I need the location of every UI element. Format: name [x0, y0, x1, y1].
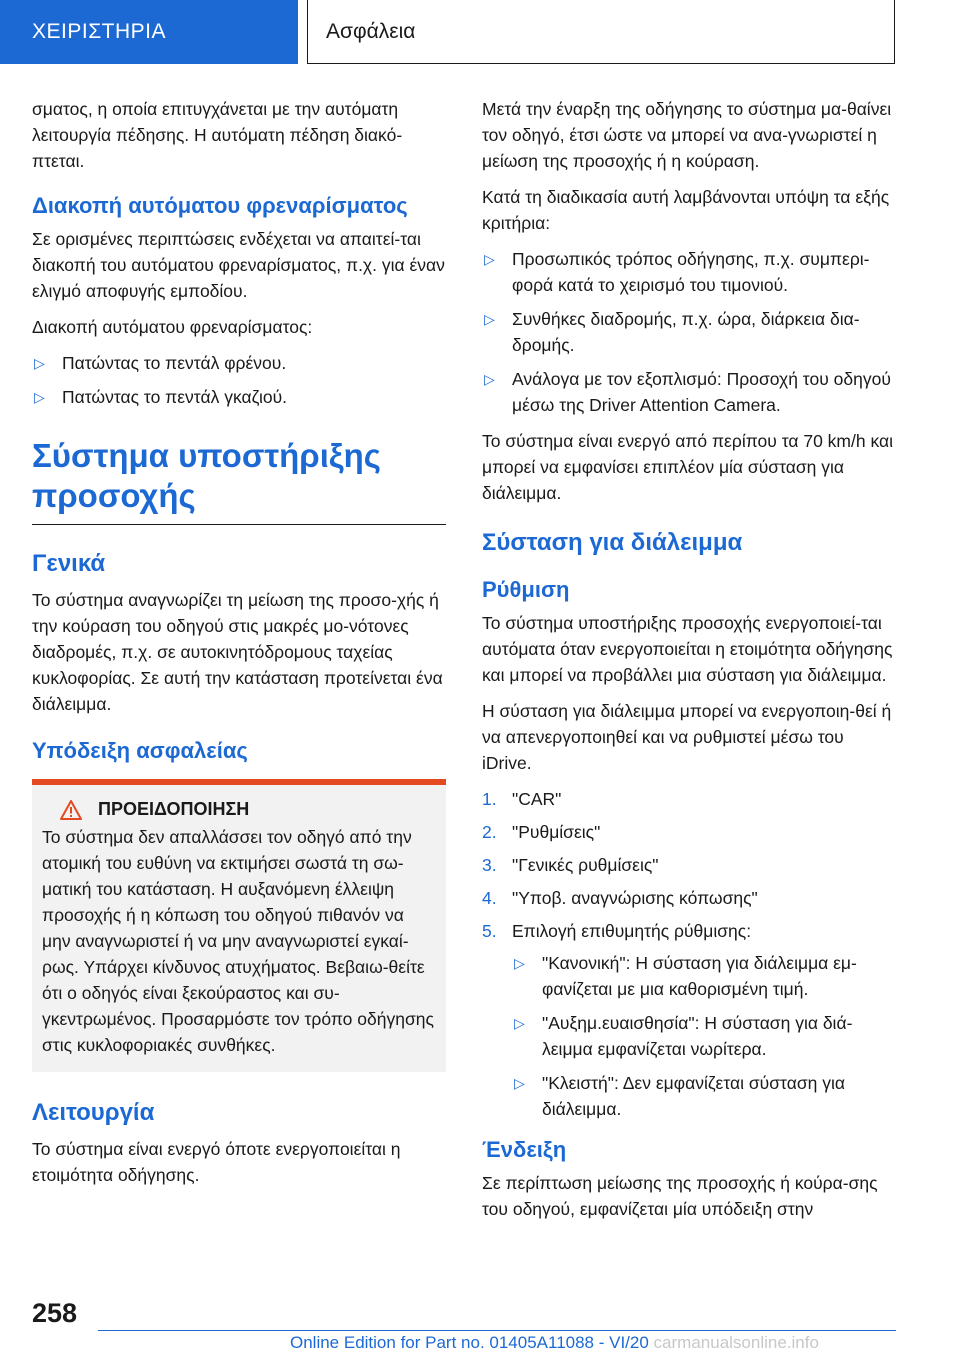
- warning-triangle-icon: [60, 800, 82, 820]
- list-item: [512, 950, 896, 1002]
- step-text: "CAR": [512, 789, 562, 809]
- step-text: "Γενικές ρυθμίσεις": [512, 855, 659, 875]
- heading-function: Λειτουργία: [32, 1099, 155, 1126]
- triangle-bullet-icon: ▷: [484, 251, 495, 267]
- paragraph: Η σύσταση για διάλειμμα μπορεί να ενεργοποιη-θεί ή να απενεργοποιηθεί και να ρυθμιστεί μέσω του iDrive.: [482, 701, 892, 773]
- step-number: 5.: [482, 921, 497, 941]
- list-item-text: Ανάλογα με τον εξοπλισμό: Προσοχή του οδηγού μέσω της Driver Attention Camera.: [512, 369, 891, 415]
- list-item: [512, 1010, 896, 1062]
- criteria-list: [482, 246, 896, 418]
- paragraph: Το σύστημα υποστήριξης προσοχής ενεργοποιεί-ται αυτόματα όταν ενεργοποιείται η ετοιμότητα οδήγησης και μπορεί να προβάλλει μια σύσταση για διάλειμμα.: [482, 613, 893, 685]
- step-item: [482, 819, 896, 845]
- paragraph: Μετά την έναρξη της οδήγησης το σύστημα μα-θαίνει τον οδηγό, έτσι ώστε να μπορεί να ανα-γνωριστεί η μείωση της προσοχής ή η κούραση.: [482, 99, 892, 171]
- list-item-text: Προσωπικός τρόπος οδήγησης, π.χ. συμπερι-φορά κατά το χειρισμό του τιμονιού.: [512, 249, 870, 295]
- edition-text: Online Edition for Part no. 01405A11088 - VI/20: [290, 1333, 649, 1352]
- list-item: [482, 306, 896, 358]
- list-item: [32, 384, 446, 410]
- step-number: 3.: [482, 855, 497, 875]
- heading-safety-note: Υπόδειξη ασφαλείας: [32, 738, 248, 763]
- heading-break-recommendation: Σύσταση για διάλειμμα: [482, 529, 743, 556]
- step-item: [482, 852, 896, 878]
- list-item-text: "Αυξημ.ευαισθησία": Η σύσταση για διά-λειμμα εμφανίζεται νωρίτερα.: [542, 1013, 853, 1059]
- heading-interrupt-braking: Διακοπή αυτόματου φρεναρίσματος: [32, 193, 408, 218]
- steps-list: [482, 786, 896, 1122]
- list-item: [482, 366, 896, 418]
- step-number: 4.: [482, 888, 497, 908]
- right-column: [482, 96, 896, 1232]
- warning-box: [32, 779, 446, 1072]
- warning-title-text: ΠΡΟΕΙΔΟΠΟΙΗΣΗ: [98, 799, 250, 819]
- step-item: [482, 885, 896, 911]
- interrupt-list: [32, 350, 446, 410]
- heading-display: Ένδειξη: [482, 1137, 567, 1162]
- step-item: [482, 918, 896, 1122]
- triangle-bullet-icon: ▷: [34, 355, 45, 371]
- triangle-bullet-icon: ▷: [514, 1015, 525, 1031]
- warning-title: [42, 799, 436, 820]
- intro-paragraph: σματος, η οποία επιτυγχάνεται με την αυτόματη λειτουργία πέδησης. Η αυτόματη πέδηση διακό-πτεται.: [32, 99, 403, 171]
- step-item: [482, 786, 896, 812]
- paragraph: Κατά τη διαδικασία αυτή λαμβάνονται υπόψη τα εξής κριτήρια:: [482, 187, 890, 233]
- triangle-bullet-icon: ▷: [484, 311, 495, 327]
- triangle-bullet-icon: ▷: [514, 955, 525, 971]
- footer-edition: [290, 1333, 819, 1353]
- section-title: Ασφάλεια: [307, 0, 895, 64]
- list-item: [482, 246, 896, 298]
- triangle-bullet-icon: ▷: [484, 371, 495, 387]
- paragraph: Σε περίπτωση μείωσης της προσοχής ή κούρα-σης του οδηγού, εμφανίζεται μία υπόδειξη στην: [482, 1173, 878, 1219]
- paragraph: Το σύστημα είναι ενεργό από περίπου τα 70 km/h και μπορεί να εμφανίσει επιπλέον μία σύσταση για διάλειμμα.: [482, 431, 893, 503]
- list-item-text: Συνθήκες διαδρομής, π.χ. ώρα, διάρκεια δια-δρομής.: [512, 309, 860, 355]
- triangle-bullet-icon: ▷: [514, 1075, 525, 1091]
- list-item-text: Πατώντας το πεντάλ γκαζιού.: [62, 387, 288, 407]
- warning-text: Το σύστημα δεν απαλλάσσει τον οδηγό από την ατομική του ευθύνη να εκτιμήσει σωστά τη σω-ματική του κατάσταση. Η αυξανόμενη έλλειψη προσοχής ή η κόπωση του οδηγού πιθανόν να μην αναγνωριστεί ή να μην αναγνωριστεί εγκαί-ρως. Υπάρχει κίνδυνος ατυχήματος. Βεβαιω-θείτε ότι ο οδηγός είναι ξεκούραστος και συ-γκεντρωμένος. Προσαρμόστε τον τρόπο οδήγησης στις κυκλοφοριακές συνθήκες.: [42, 827, 434, 1055]
- options-list: [512, 950, 896, 1122]
- triangle-bullet-icon: ▷: [34, 389, 45, 405]
- paragraph: Το σύστημα είναι ενεργό όποτε ενεργοποιείται η ετοιμότητα οδήγησης.: [32, 1139, 401, 1185]
- list-item-text: "Κλειστή": Δεν εμφανίζεται σύσταση για διάλειμμα.: [542, 1073, 845, 1119]
- heading-attention-assist: Σύστημα υποστήριξης προσοχής: [32, 436, 446, 525]
- watermark-text: carmanualsonline.info: [653, 1333, 819, 1352]
- heading-general: Γενικά: [32, 550, 106, 577]
- list-item: [32, 350, 446, 376]
- step-text: Επιλογή επιθυμητής ρύθμισης:: [512, 921, 752, 941]
- heading-setting: Ρύθμιση: [482, 577, 570, 602]
- paragraph: Το σύστημα αναγνωρίζει τη μείωση της προσο-χής ή την κούραση του οδηγού στις μακρές μο-νότονες διαδρομές, π.χ. σε αυτοκινητόδρομους ταχείας κυκλοφορίας. Σε αυτή την κατάσταση προτείνεται ένα διάλειμμα.: [32, 590, 443, 714]
- list-item-text: "Κανονική": Η σύσταση για διάλειμμα εμ-φανίζεται με μια καθορισμένη τιμή.: [542, 953, 857, 999]
- left-column: [32, 96, 446, 1198]
- step-number: 1.: [482, 789, 497, 809]
- page-number: 258: [32, 1298, 78, 1328]
- list-item-text: Πατώντας το πεντάλ φρένου.: [62, 353, 287, 373]
- paragraph: Σε ορισμένες περιπτώσεις ενδέχεται να απαιτεί-ται διακοπή του αυτόματου φρεναρίσματος, π.χ. για έναν ελιγμό αποφυγής εμποδίου.: [32, 229, 445, 301]
- step-text: "Υποβ. αναγνώρισης κόπωσης": [512, 888, 758, 908]
- step-text: "Ρυθμίσεις": [512, 822, 601, 842]
- step-number: 2.: [482, 822, 497, 842]
- list-item: [512, 1070, 896, 1122]
- chapter-tab: ΧΕΙΡΙΣΤΗΡΙΑ: [0, 0, 298, 64]
- paragraph: Διακοπή αυτόματου φρεναρίσματος:: [32, 317, 313, 337]
- footer-divider: [98, 1330, 896, 1331]
